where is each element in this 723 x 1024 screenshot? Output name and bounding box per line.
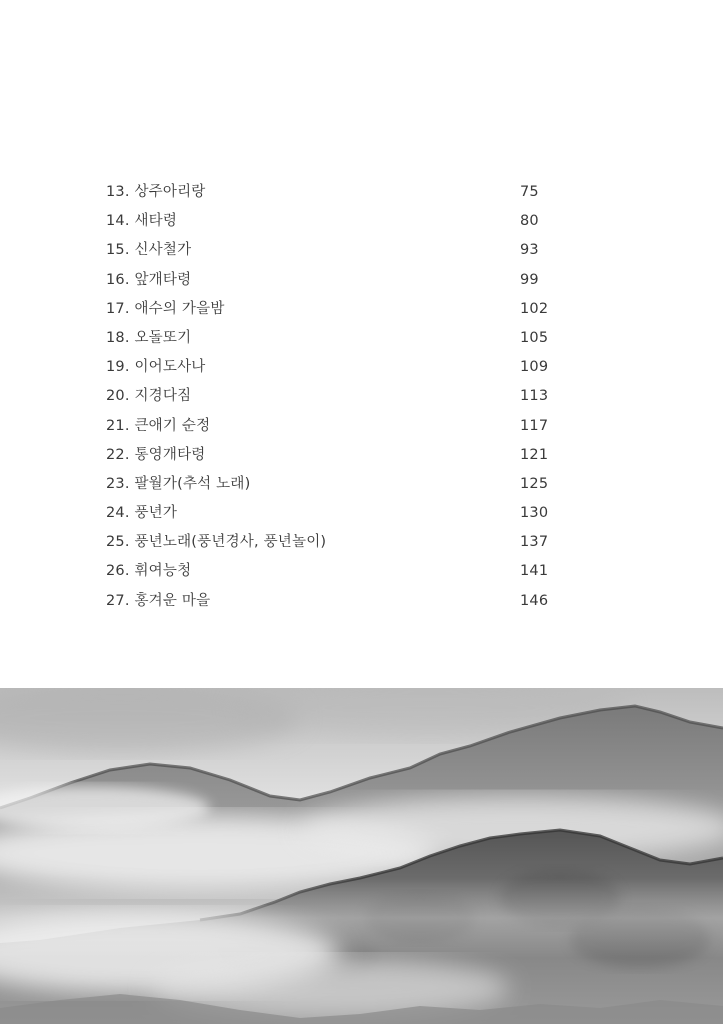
toc-entry-page: 117 [520,417,549,434]
toc-entry-title: 21. 큰애기 순정 [106,417,211,434]
toc-entry-title: 18. 오돌또기 [106,329,192,346]
toc-entry-title: 24. 풍년가 [106,505,178,522]
toc-entry-page: 137 [520,534,549,551]
toc-entry-title: 15. 신사철가 [106,242,192,259]
toc-entry-27[interactable] [106,587,556,616]
toc-entry-17[interactable] [106,295,556,324]
toc-entry-title: 17. 애수의 가을밤 [106,300,225,317]
toc-entry-page: 105 [520,329,549,346]
toc-entry-page: 93 [520,242,539,259]
mountain-landscape-icon [0,688,723,1024]
toc-entry-26[interactable] [106,557,556,586]
toc-entry-22[interactable] [106,441,556,470]
toc-entry-page: 125 [520,475,549,492]
table-of-contents [106,178,556,616]
toc-entry-13[interactable] [106,178,556,207]
toc-entry-23[interactable] [106,470,556,499]
toc-entry-page: 130 [520,505,549,522]
toc-entry-page: 141 [520,563,549,580]
toc-entry-title: 22. 통영개타령 [106,446,206,463]
toc-entry-25[interactable] [106,528,556,557]
toc-entry-title: 20. 지경다짐 [106,388,192,405]
toc-entry-16[interactable] [106,266,556,295]
toc-entry-title: 25. 풍년노래(풍년경사, 풍년놀이) [106,534,327,551]
toc-entry-page: 146 [520,592,549,609]
toc-entry-14[interactable] [106,207,556,236]
toc-entry-page: 99 [520,271,539,288]
toc-entry-20[interactable] [106,382,556,411]
toc-entry-title: 16. 앞개타령 [106,271,192,288]
toc-entry-title: 27. 홍겨운 마을 [106,592,211,609]
toc-entry-18[interactable] [106,324,556,353]
toc-entry-title: 13. 상주아리랑 [106,184,206,200]
toc-entry-15[interactable] [106,236,556,265]
toc-entry-19[interactable] [106,353,556,382]
toc-entry-page: 80 [520,213,539,230]
toc-entry-21[interactable] [106,412,556,441]
toc-entry-page: 102 [520,300,549,317]
ink-wash-mountains-illustration [0,688,723,1024]
toc-entry-page: 109 [520,359,549,376]
toc-entry-page: 121 [520,446,549,463]
toc-entry-title: 19. 이어도사나 [106,359,206,376]
toc-entry-page: 113 [520,388,549,405]
toc-entry-title: 26. 휘여능청 [106,563,192,580]
toc-entry-24[interactable] [106,499,556,528]
toc-entry-title: 14. 새타령 [106,213,178,230]
toc-entry-page: 75 [520,184,539,200]
toc-entry-title: 23. 팔월가(추석 노래) [106,475,251,492]
